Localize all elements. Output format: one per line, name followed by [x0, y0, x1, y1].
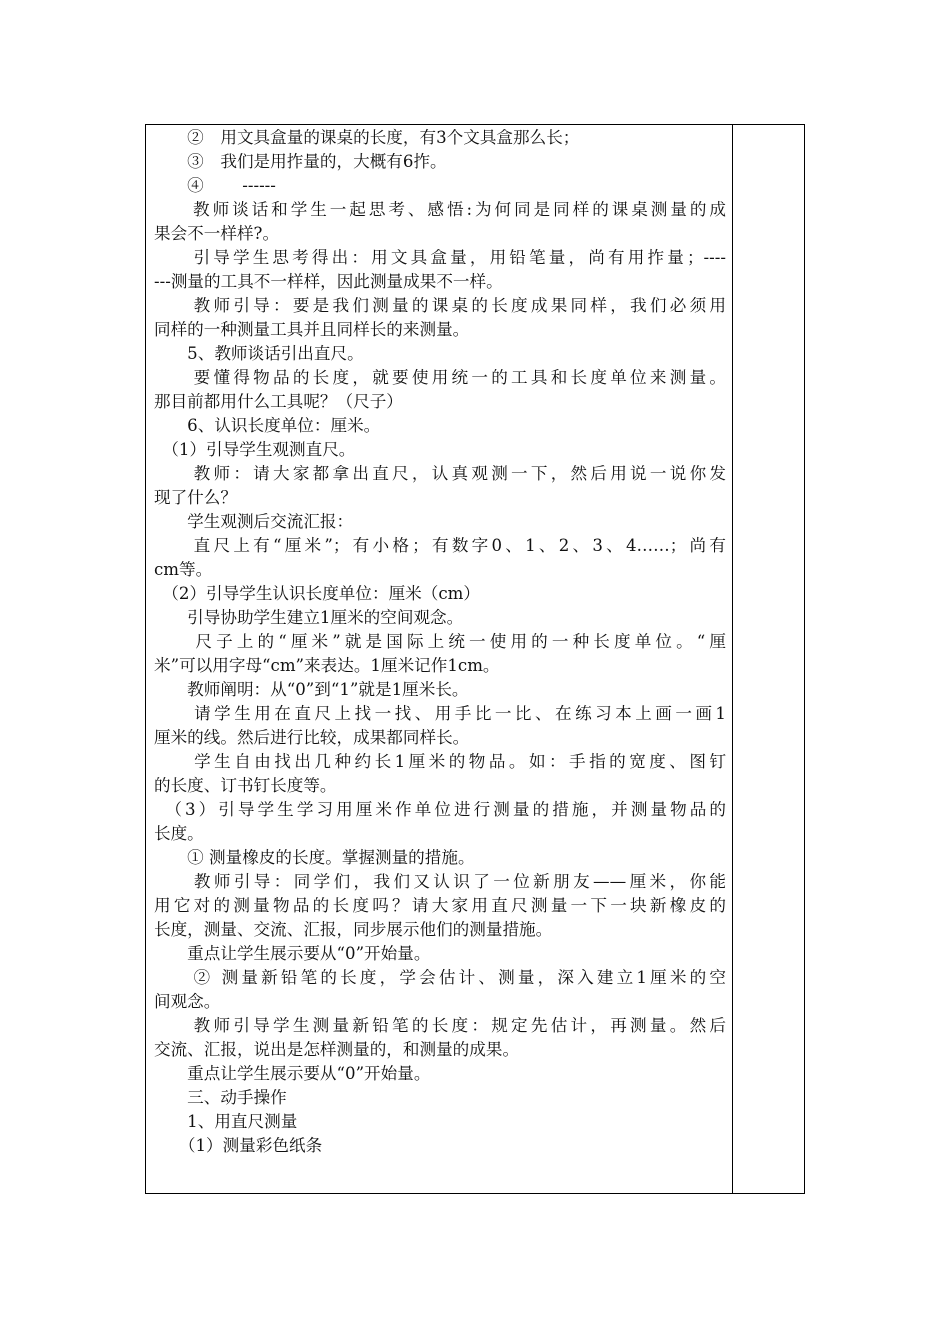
text-line: （2）引导学生认识长度单位：厘米（cm） — [154, 584, 480, 603]
text-line: ① 测量橡皮的长度。掌握测量的措施。 — [154, 848, 475, 867]
text-line: 教师引导：要是我们测量的课桌的长度成果同样，我们必须用 — [154, 296, 726, 315]
text-line: 尺子上的“厘米”就是国际上统一使用的一种长度单位。“厘 — [154, 632, 726, 651]
text-line: ④ ------ — [154, 176, 276, 195]
text-line: 那目前都用什么工具呢？（尺子） — [154, 392, 403, 411]
text-line: 用它对的测量物品的长度吗？请大家用直尺测量一下一块新橡皮的 — [154, 896, 726, 915]
text-line: ---测量的工具不一样样，因此测量成果不一样。 — [154, 272, 503, 291]
notes-cell — [733, 125, 804, 1193]
text-line: 直尺上有“厘米”；有小格；有数字0、1、2、3、4……；尚有 — [154, 536, 726, 555]
text-line: 重点让学生展示要从“0”开始量。 — [154, 944, 431, 963]
text-line: 米”可以用字母“cm”来表达。1厘米记作1cm。 — [154, 656, 500, 675]
text-line: 5、教师谈话引出直尺。 — [154, 344, 364, 363]
text-line: 学生观测后交流汇报： — [154, 512, 354, 531]
text-line: 现了什么？ — [154, 488, 237, 507]
text-line: 6、认识长度单位：厘米。 — [154, 416, 381, 435]
text-line: 教师谈话和学生一起思考、感悟:为何同是同样的课桌测量的成 — [154, 200, 726, 219]
text-line: 教师引导学生测量新铅笔的长度：规定先估计，再测量。然后 — [154, 1016, 726, 1035]
text-line: 重点让学生展示要从“0”开始量。 — [154, 1064, 431, 1083]
text-line: 教师引导：同学们，我们又认识了一位新朋友——厘米，你能 — [154, 872, 726, 891]
text-line: （1）引导学生观测直尺。 — [154, 440, 356, 459]
text-line: 引导协助学生建立1厘米的空间观念。 — [154, 608, 464, 627]
text-line: 请学生用在直尺上找一找、用手比一比、在练习本上画一画1 — [154, 704, 726, 723]
content-cell — [146, 125, 733, 1193]
text-line: 厘米的线。然后进行比较，成果都同样长。 — [154, 728, 470, 747]
text-line: 教师阐明：从“0”到“1”就是1厘米长。 — [154, 680, 469, 699]
text-line: 三、动手操作 — [154, 1088, 287, 1107]
text-line: cm等。 — [154, 560, 213, 579]
text-line: ② 用文具盒量的课桌的长度，有3个文具盒那么长； — [154, 128, 580, 147]
text-line: 同样的一种测量工具并且同样长的来测量。 — [154, 320, 470, 339]
text-line: ③ 我们是用拃量的，大概有6拃。 — [154, 152, 447, 171]
text-line: 教师：请大家都拿出直尺，认真观测一下，然后用说一说你发 — [154, 464, 726, 483]
text-line: 1、用直尺测量 — [154, 1112, 298, 1131]
text-line: 的长度、订书钉长度等。 — [154, 776, 337, 795]
text-line: 交流、汇报，说出是怎样测量的，和测量的成果。 — [154, 1040, 520, 1059]
text-line: 长度，测量、交流、汇报，同步展示他们的测量措施。 — [154, 920, 553, 939]
text-line: 果会不一样样?。 — [154, 224, 280, 243]
text-line: （3）引导学生学习用厘米作单位进行测量的措施，并测量物品的 — [154, 800, 726, 819]
text-line: 学生自由找出几种约长1厘米的物品。如：手指的宽度、图钉 — [154, 752, 726, 771]
text-line: 要懂得物品的长度，就要使用统一的工具和长度单位来测量。 — [154, 368, 726, 387]
text-line: 间观念。 — [154, 992, 221, 1011]
text-line: ② 测量新铅笔的长度，学会估计、测量，深入建立1厘米的空 — [154, 968, 726, 987]
text-line: （1）测量彩色纸条 — [154, 1136, 323, 1155]
text-line: 引导学生思考得出：用文具盒量，用铅笔量，尚有用拃量；---- — [154, 248, 726, 267]
text-line: 长度。 — [154, 824, 204, 843]
lesson-plan-table — [145, 124, 805, 1194]
